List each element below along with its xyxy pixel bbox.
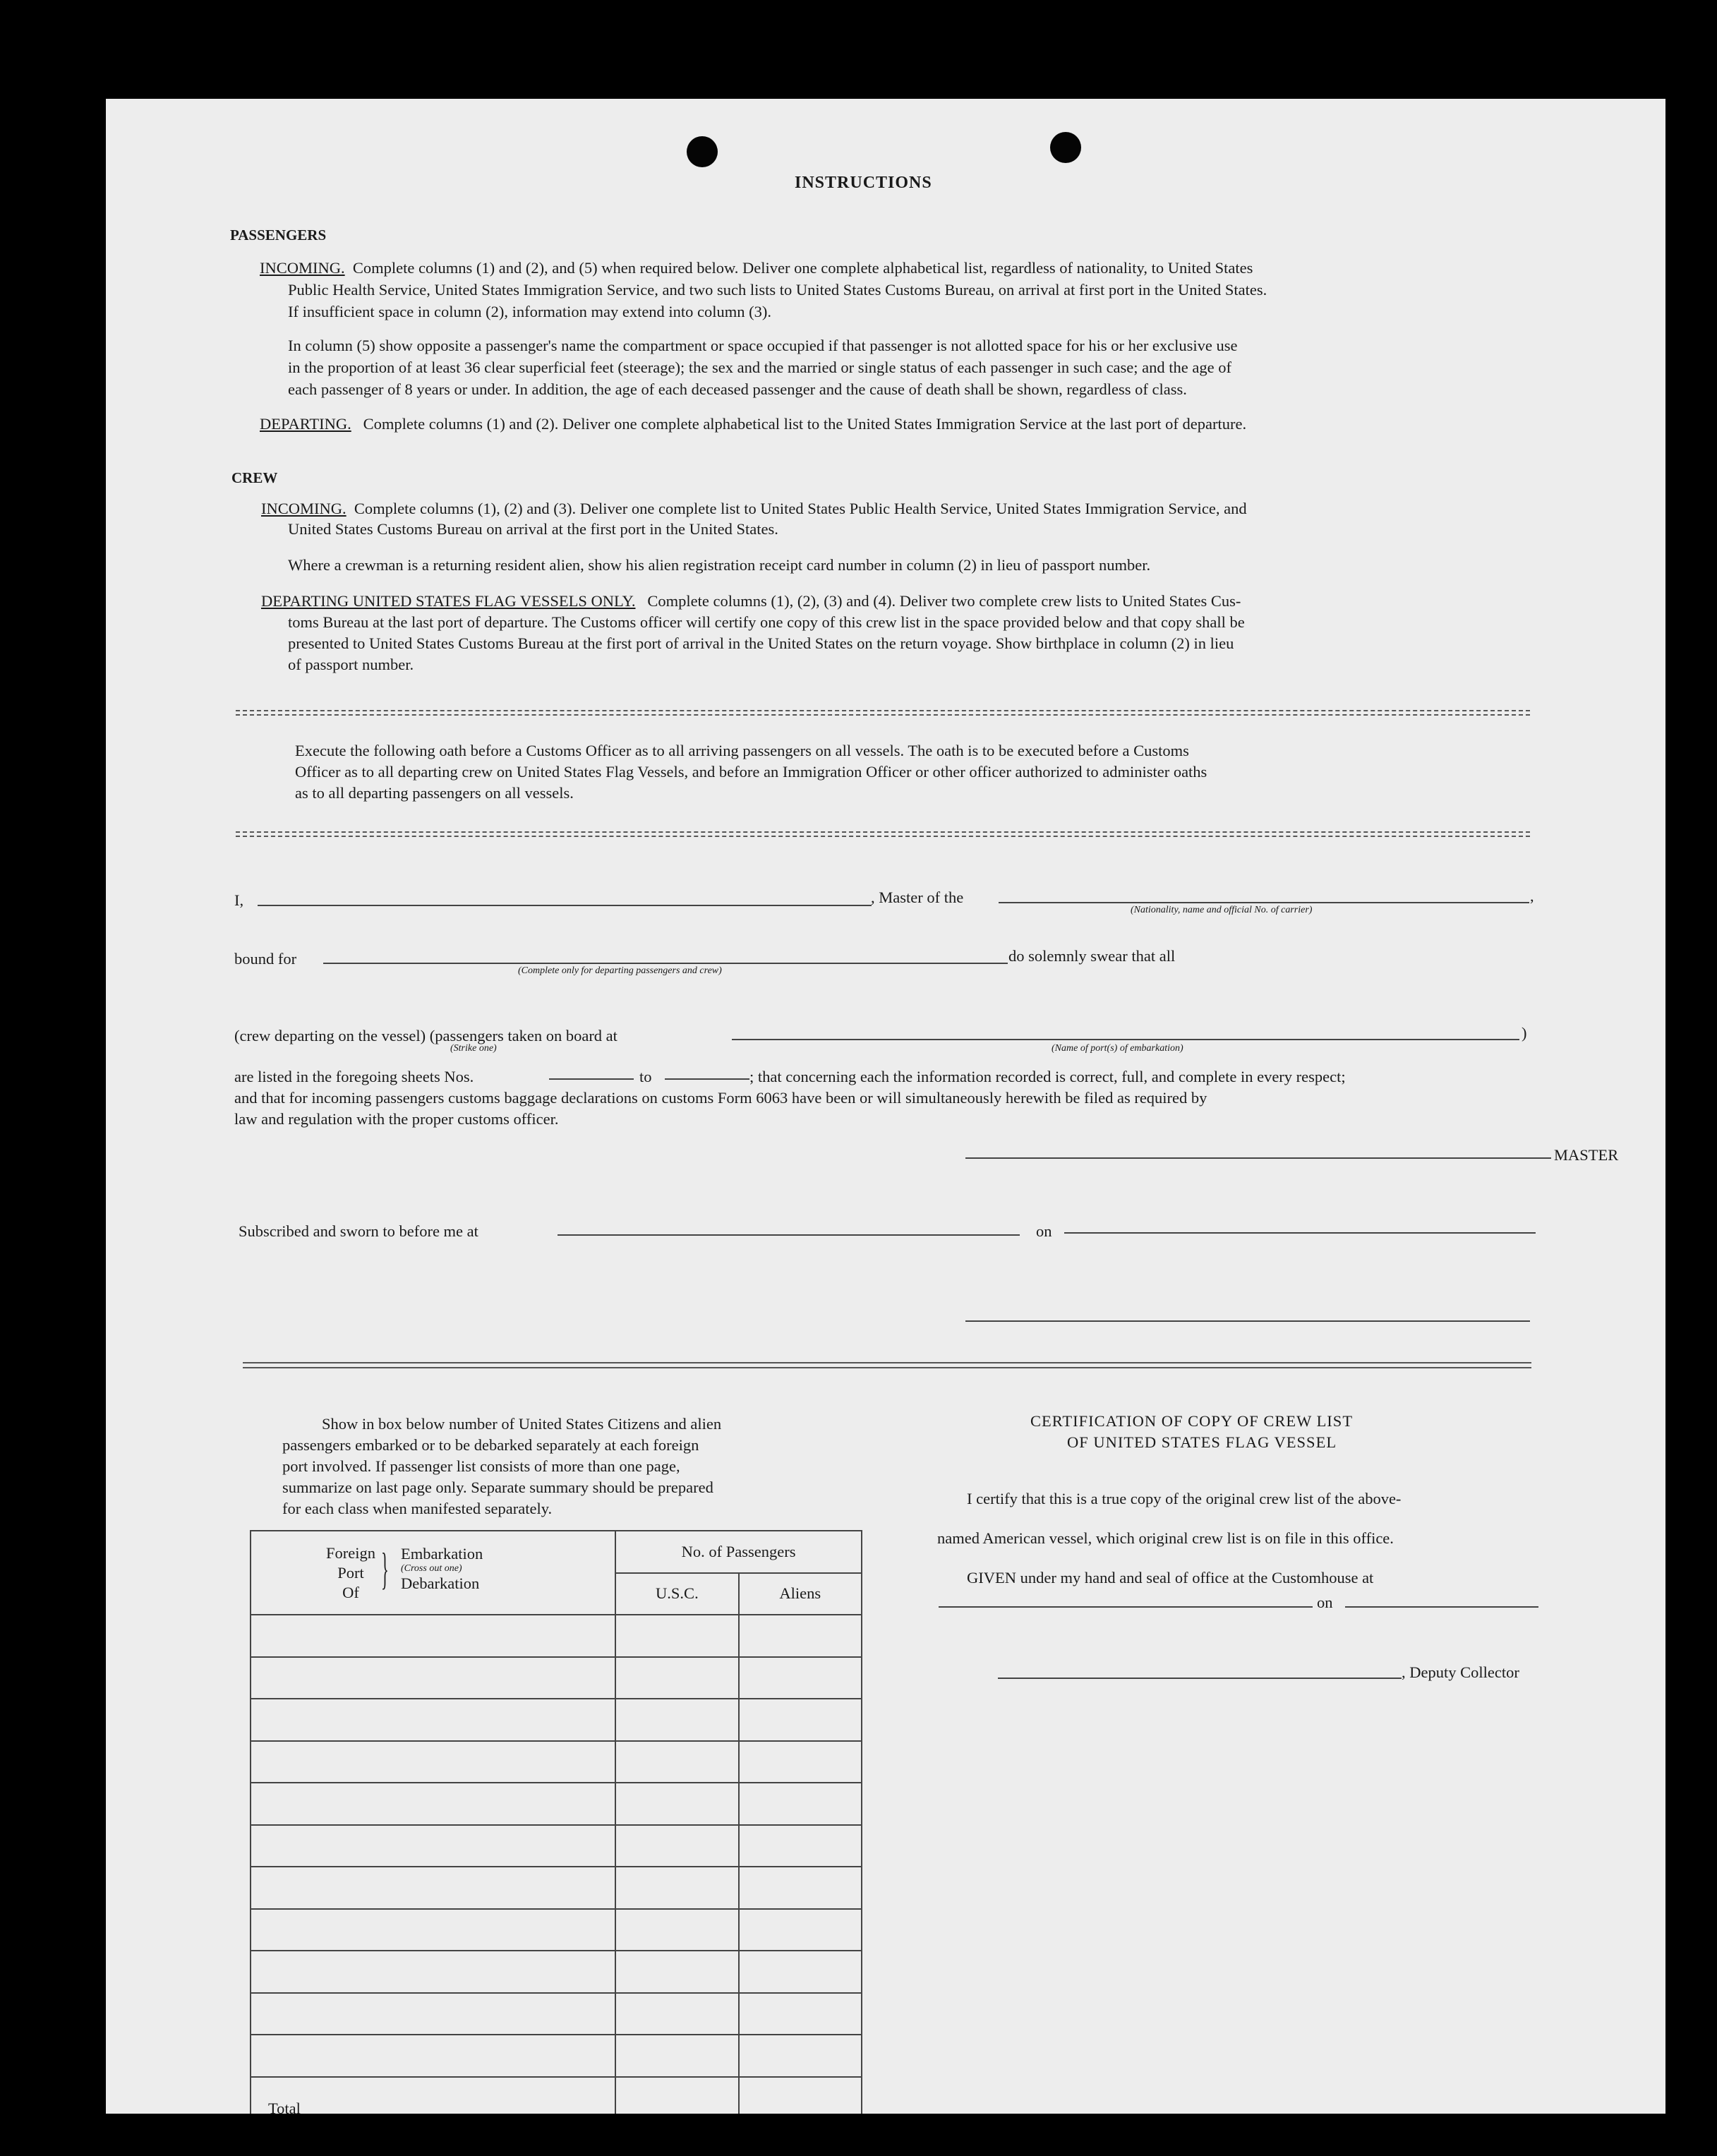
- crew-departing-line-4: of passport number.: [288, 656, 414, 673]
- table-row: [251, 1951, 862, 1993]
- usc-cell[interactable]: [615, 1951, 738, 1993]
- bound-for-label: bound for: [234, 950, 297, 968]
- punch-hole-left: [687, 136, 718, 167]
- swear-label: do solemnly swear that all: [1008, 947, 1176, 965]
- crew-departing-line-1: [261, 590, 1241, 612]
- passengers-departing-label: DEPARTING.: [260, 415, 351, 433]
- crew-incoming-line-2: United States Customs Bureau on arrival at the first port in the United States.: [288, 520, 778, 538]
- port-cell[interactable]: [251, 1867, 615, 1909]
- officer-signature-field[interactable]: [965, 1320, 1530, 1322]
- aliens-cell[interactable]: [739, 1909, 862, 1951]
- bound-for-field[interactable]: [323, 963, 1008, 964]
- foreign-label: Foreign: [326, 1543, 375, 1562]
- port-label: Port: [337, 1563, 364, 1582]
- port-cell[interactable]: [251, 1783, 615, 1825]
- deputy-collector-signature-field[interactable]: [998, 1678, 1402, 1679]
- oath-instructions-line-2: Officer as to all departing crew on United States Flag Vessels, and before an Immigration Officer or other officer authorized to administer oaths: [295, 763, 1207, 781]
- usc-cell[interactable]: [615, 1741, 738, 1783]
- no-passengers-header: No. of Passengers: [615, 1531, 862, 1573]
- divider-2b: [236, 836, 1530, 837]
- listed-prefix: are listed in the foregoing sheets Nos.: [234, 1068, 474, 1085]
- usc-cell[interactable]: [615, 1783, 738, 1825]
- master-name-field[interactable]: [258, 905, 872, 906]
- table-row: [251, 1825, 862, 1867]
- port-cell[interactable]: [251, 1993, 615, 2035]
- oath-i-label: I,: [234, 891, 244, 909]
- subscribed-on-label: on: [1036, 1222, 1052, 1240]
- passengers-incoming-line-1: [260, 257, 1253, 279]
- subscribed-label: Subscribed and sworn to before me at: [239, 1222, 478, 1240]
- crew-departing-line-2: toms Bureau at the last port of departure. The Customs officer will certify one copy of this crew list in the space provided below and that copy shall be: [288, 613, 1245, 631]
- oath-line-3: law and regulation with the proper customs officer.: [234, 1110, 559, 1128]
- table-row: [251, 1657, 862, 1699]
- sheet-to-field[interactable]: [665, 1078, 749, 1080]
- aliens-header: Aliens: [739, 1573, 862, 1615]
- embarkation-close-paren: ): [1522, 1024, 1527, 1042]
- passengers-departing-text: Complete columns (1) and (2). Deliver one complete alphabetical list to the United States Immigration Service at the last port of departure.: [363, 415, 1247, 433]
- crew-departing-text-1: Complete columns (1), (2), (3) and (4). Deliver two complete crew lists to United States Cus-: [647, 592, 1241, 610]
- passengers-incoming-label: INCOMING.: [260, 259, 345, 277]
- usc-cell[interactable]: [615, 1615, 738, 1657]
- port-header-cell: Foreign Port Of } Embarkation (Cross out one) Debarkation: [251, 1531, 615, 1615]
- oath-instructions-line-1: Execute the following oath before a Customs Officer as to all arriving passengers on all vessels. The oath is to be executed before a Customs: [295, 742, 1189, 759]
- column5-line-3: each passenger of 8 years or under. In addition, the age of each deceased passenger and the cause of death shall be shown, regardless of class.: [288, 380, 1187, 398]
- usc-cell[interactable]: [615, 1993, 738, 2035]
- form-sheet: [106, 99, 1665, 2114]
- aliens-cell[interactable]: [739, 1657, 862, 1699]
- certification-line-1: I certify that this is a true copy of the original crew list of the above-: [967, 1490, 1402, 1507]
- crew-incoming-label: INCOMING.: [261, 500, 347, 517]
- subscribed-place-field[interactable]: [558, 1234, 1020, 1236]
- aliens-cell[interactable]: [739, 1951, 862, 1993]
- usc-cell[interactable]: [615, 1867, 738, 1909]
- ports-hint: (Name of port(s) of embarkation): [1052, 1043, 1183, 1054]
- embarkation-label: Embarkation: [401, 1544, 483, 1562]
- subscribed-date-field[interactable]: [1064, 1232, 1536, 1234]
- crewman-text: Where a crewman is a returning resident alien, show his alien registration receipt card number in column (2) in lieu of passport number.: [288, 556, 1151, 574]
- aliens-cell[interactable]: [739, 1741, 862, 1783]
- divider-1b: [236, 714, 1530, 716]
- table-row: [251, 1741, 862, 1783]
- usc-header: U.S.C.: [615, 1573, 738, 1615]
- sheet-from-field[interactable]: [549, 1078, 634, 1080]
- of-label: Of: [342, 1583, 359, 1601]
- divider-3: [243, 1362, 1531, 1363]
- port-cell[interactable]: [251, 1909, 615, 1951]
- aliens-cell[interactable]: [739, 2035, 862, 2077]
- listed-suffix: ; that concerning each the information recorded is correct, full, and complete in every respect;: [749, 1068, 1346, 1085]
- strike-hint: (Strike one): [450, 1043, 497, 1054]
- aliens-cell[interactable]: [739, 1825, 862, 1867]
- port-cell[interactable]: [251, 1615, 615, 1657]
- summary-line-1: Show in box below number of United States Citizens and alien: [322, 1415, 722, 1433]
- aliens-cell[interactable]: [739, 1615, 862, 1657]
- carrier-field[interactable]: [999, 902, 1529, 903]
- passengers-departing-line: [260, 413, 1246, 435]
- certification-line-2: named American vessel, which original crew list is on file in this office.: [937, 1529, 1394, 1547]
- divider-1: [236, 710, 1530, 711]
- column5-line-1: In column (5) show opposite a passenger's name the compartment or space occupied if that passenger is not allotted space for his or her exclusive use: [288, 337, 1238, 354]
- carrier-field-end: ,: [1530, 887, 1534, 905]
- oath-instructions-line-3: as to all departing passengers on all vessels.: [295, 784, 574, 802]
- summary-line-3: port involved. If passenger list consists of more than one page,: [282, 1457, 680, 1475]
- usc-cell[interactable]: [615, 1657, 738, 1699]
- deputy-collector-label: , Deputy Collector: [1402, 1663, 1519, 1681]
- port-cell[interactable]: [251, 1741, 615, 1783]
- usc-cell[interactable]: [615, 2035, 738, 2077]
- crew-departing-line-3: presented to United States Customs Bureau at the first port of arrival in the United States on the return voyage. Show birthplace in column (2) in lieu: [288, 634, 1234, 652]
- port-cell[interactable]: [251, 1699, 615, 1741]
- passengers-incoming-line-2: Public Health Service, United States Immigration Service, and two such lists to United States Customs Bureau, on arrival at first port in the United States.: [288, 281, 1267, 299]
- table-row: [251, 1993, 862, 2035]
- master-signature-field[interactable]: [965, 1157, 1551, 1159]
- usc-cell[interactable]: [615, 1699, 738, 1741]
- table-total-row: [251, 2077, 862, 2114]
- aliens-total-cell[interactable]: [739, 2077, 862, 2114]
- divider-2: [236, 831, 1530, 833]
- aliens-cell[interactable]: [739, 1699, 862, 1741]
- customhouse-field[interactable]: [939, 1606, 1313, 1608]
- crew-incoming-text-1: Complete columns (1), (2) and (3). Deliver one complete list to United States Public Health Service, United States Immigration Service, and: [354, 500, 1247, 517]
- bound-for-hint: (Complete only for departing passengers and crew): [518, 965, 722, 976]
- usc-cell[interactable]: [615, 1825, 738, 1867]
- column5-line-2: in the proportion of at least 36 clear superficial feet (steerage); the sex and the married or single status of each passenger in such case; and the age of: [288, 359, 1231, 376]
- table-row: [251, 1867, 862, 1909]
- usc-cell[interactable]: [615, 1909, 738, 1951]
- master-label: MASTER: [1554, 1146, 1619, 1164]
- port-cell[interactable]: [251, 2035, 615, 2077]
- punch-hole-right: [1050, 132, 1081, 163]
- crew-heading: CREW: [231, 469, 278, 486]
- passengers-heading: PASSENGERS: [230, 227, 327, 243]
- crew-incoming-line-1: [261, 498, 1247, 519]
- passengers-incoming-line-3: If insufficient space in column (2), information may extend into column (3).: [288, 303, 772, 320]
- certification-title-2: OF UNITED STATES FLAG VESSEL: [1067, 1433, 1337, 1451]
- carrier-hint: (Nationality, name and official No. of carrier): [1131, 905, 1313, 915]
- table-row: [251, 1615, 862, 1657]
- embarkation-ports-field[interactable]: [732, 1039, 1519, 1040]
- cross-out-hint: (Cross out one): [401, 1562, 462, 1574]
- to-label: to: [639, 1068, 652, 1085]
- table-row: [251, 1783, 862, 1825]
- certification-line-3: GIVEN under my hand and seal of office at the Customhouse at: [967, 1569, 1374, 1586]
- divider-3b: [243, 1367, 1531, 1368]
- summary-line-2: passengers embarked or to be debarked separately at each foreign: [282, 1436, 699, 1454]
- master-of-the-label: , Master of the: [871, 889, 964, 906]
- table-row: [251, 2035, 862, 2077]
- summary-line-5: for each class when manifested separately.: [282, 1500, 553, 1517]
- page-title: INSTRUCTIONS: [795, 174, 932, 192]
- aliens-cell[interactable]: [739, 1783, 862, 1825]
- aliens-cell[interactable]: [739, 1867, 862, 1909]
- port-cell[interactable]: [251, 1657, 615, 1699]
- passenger-summary-table: [250, 1530, 862, 2114]
- summary-line-4: summarize on last page only. Separate summary should be prepared: [282, 1479, 713, 1496]
- crew-departing-label: DEPARTING UNITED STATES FLAG VESSELS ONLY.: [261, 592, 636, 610]
- total-label: Total: [251, 2077, 615, 2114]
- oath-line-2: and that for incoming passengers customs baggage declarations on customs Form 6063 have been or will simultaneously herewith be filed as required by: [234, 1089, 1207, 1107]
- port-cell[interactable]: [251, 1951, 615, 1993]
- table-row: [251, 1699, 862, 1741]
- usc-total-cell[interactable]: [615, 2077, 738, 2114]
- aliens-cell[interactable]: [739, 1993, 862, 2035]
- passengers-incoming-text-1: Complete columns (1) and (2), and (5) when required below. Deliver one complete alphabetical list, regardless of nationality, to United States: [352, 259, 1253, 277]
- certification-on-label: on: [1317, 1594, 1333, 1611]
- port-cell[interactable]: [251, 1825, 615, 1867]
- certification-date-field[interactable]: [1345, 1606, 1538, 1608]
- crew-passengers-label: (crew departing on the vessel) (passengers taken on board at: [234, 1027, 617, 1044]
- debarkation-label: Debarkation: [401, 1574, 480, 1592]
- table-header-row: [251, 1531, 862, 1573]
- table-row: [251, 1909, 862, 1951]
- certification-title-1: CERTIFICATION OF COPY OF CREW LIST: [1030, 1412, 1354, 1430]
